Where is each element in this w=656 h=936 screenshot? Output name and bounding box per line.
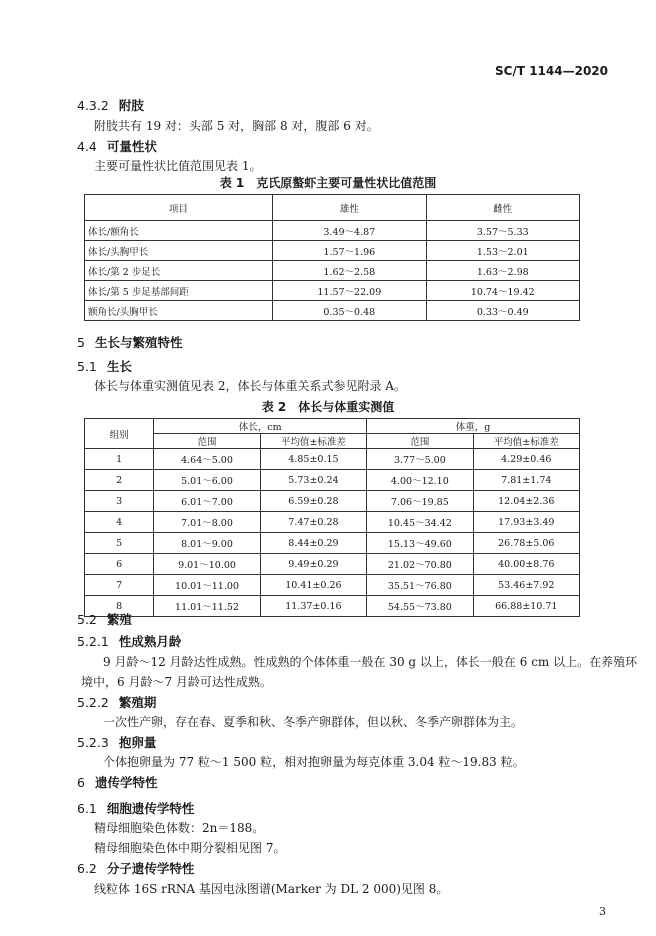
heading-5-1 bbox=[77, 357, 132, 375]
table1-header: 项目 bbox=[85, 195, 273, 221]
page-number: 3 bbox=[599, 905, 606, 918]
table1-cell: 0.35～0.48 bbox=[273, 301, 426, 321]
heading-5-2-1 bbox=[77, 632, 181, 650]
table2-cell: 9.49±0.29 bbox=[260, 554, 366, 575]
table1-cell: 0.33～0.49 bbox=[426, 301, 579, 321]
table2-cell: 66.88±10.71 bbox=[473, 596, 579, 617]
table2-subheader: 范围 bbox=[367, 434, 473, 449]
table2-row bbox=[85, 491, 580, 512]
section-title: 可量性状 bbox=[106, 139, 157, 154]
table1-cell: 1.62～2.58 bbox=[273, 261, 426, 281]
table2-cell: 7.81±1.74 bbox=[473, 470, 579, 491]
table2-cell: 7.47±0.28 bbox=[260, 512, 366, 533]
heading-6 bbox=[77, 773, 157, 791]
table2-cell: 21.02～70.80 bbox=[367, 554, 473, 575]
heading-5-2-3 bbox=[77, 733, 156, 751]
table2-cell: 1 bbox=[85, 449, 154, 470]
table2-cell: 4.85±0.15 bbox=[260, 449, 366, 470]
table2-cell: 35.51～76.80 bbox=[367, 575, 473, 596]
table1-row bbox=[85, 281, 580, 301]
table2-cell: 11.01～11.52 bbox=[154, 596, 260, 617]
paragraph-maturity-line2: 境中，6 月龄～7 月龄可达性成熟。 bbox=[81, 675, 272, 689]
table2-cell: 8 bbox=[85, 596, 154, 617]
table1-cell: 3.57～5.33 bbox=[426, 221, 579, 241]
table2-cell: 6 bbox=[85, 554, 154, 575]
heading-5-2-2 bbox=[77, 693, 156, 711]
table2 bbox=[84, 418, 580, 617]
paragraph-maturity-line1: 9 月龄～12 月龄达性成熟。性成熟的个体体重一般在 30 g 以上，体长一般在 6 cm 以上。在养殖环 bbox=[103, 655, 638, 669]
section-number: 5.1 bbox=[77, 359, 97, 374]
section-title: 生长 bbox=[106, 359, 132, 374]
table2-cell: 54.55～73.80 bbox=[367, 596, 473, 617]
table2-cell: 7 bbox=[85, 575, 154, 596]
section-number: 5.2.3 bbox=[77, 735, 109, 750]
table2-cell: 4 bbox=[85, 512, 154, 533]
table2-cell: 8.01～9.00 bbox=[154, 533, 260, 554]
section-title: 细胞遗传学特性 bbox=[106, 801, 195, 816]
table2-header-row bbox=[85, 419, 580, 434]
section-title: 生长与繁殖特性 bbox=[94, 335, 183, 350]
section-number: 6.1 bbox=[77, 801, 97, 816]
table1-cell: 1.63～2.98 bbox=[426, 261, 579, 281]
heading-4-3-2 bbox=[77, 96, 144, 114]
table2-cell: 5 bbox=[85, 533, 154, 554]
table2-cell: 15.13～49.60 bbox=[367, 533, 473, 554]
section-number: 5.2 bbox=[77, 612, 97, 627]
table1-cell: 额角长/头胸甲长 bbox=[85, 301, 273, 321]
table1-cell: 1.53～2.01 bbox=[426, 241, 579, 261]
standard-number: SC/T 1144—2020 bbox=[495, 64, 608, 78]
section-title: 繁殖 bbox=[106, 612, 132, 627]
table2-cell: 40.00±8.76 bbox=[473, 554, 579, 575]
heading-5 bbox=[77, 333, 182, 351]
paragraph-breeding-season: 一次性产卵，存在春、夏季和秋、冬季产卵群体，但以秋、冬季产卵群体为主。 bbox=[103, 715, 524, 729]
table2-subheader-row bbox=[85, 434, 580, 449]
table2-cell: 17.93±3.49 bbox=[473, 512, 579, 533]
table2-cell: 10.45～34.42 bbox=[367, 512, 473, 533]
paragraph-chromosome-figure: 精母细胞染色体中期分裂相见图 7。 bbox=[94, 841, 286, 855]
table1-row bbox=[85, 261, 580, 281]
paragraph-growth: 体长与体重实测值见表 2，体长与体重关系式参见附录 A。 bbox=[94, 379, 406, 393]
table2-cell: 4.00～12.10 bbox=[367, 470, 473, 491]
table2-header-weight: 体重，g bbox=[367, 419, 580, 434]
section-number: 5 bbox=[77, 335, 85, 350]
table2-subheader: 范围 bbox=[154, 434, 260, 449]
table2-cell: 6.01～7.00 bbox=[154, 491, 260, 512]
section-number: 4.3.2 bbox=[77, 98, 109, 113]
table2-caption: 表 2 体长与体重实测值 bbox=[261, 400, 395, 414]
table1-cell: 1.57～1.96 bbox=[273, 241, 426, 261]
section-title: 繁殖期 bbox=[118, 695, 157, 710]
table1-cell: 体长/头胸甲长 bbox=[85, 241, 273, 261]
table2-cell: 3 bbox=[85, 491, 154, 512]
table2-row bbox=[85, 449, 580, 470]
table1-caption: 表 1 克氏原螯虾主要可量性状比值范围 bbox=[219, 176, 437, 190]
table1-cell: 体长/额角长 bbox=[85, 221, 273, 241]
table2-cell: 53.46±7.92 bbox=[473, 575, 579, 596]
table2-subheader: 平均值±标准差 bbox=[260, 434, 366, 449]
table2-cell: 8.44±0.29 bbox=[260, 533, 366, 554]
table1-header-row bbox=[85, 195, 580, 221]
table1-cell: 10.74～19.42 bbox=[426, 281, 579, 301]
table2-cell: 4.29±0.46 bbox=[473, 449, 579, 470]
table2-row bbox=[85, 596, 580, 617]
table1-cell: 11.57～22.09 bbox=[273, 281, 426, 301]
section-title: 抱卵量 bbox=[118, 735, 157, 750]
table1-row bbox=[85, 241, 580, 261]
table2-cell: 5.73±0.24 bbox=[260, 470, 366, 491]
table2-cell: 10.01～11.00 bbox=[154, 575, 260, 596]
table2-subheader: 平均值±标准差 bbox=[473, 434, 579, 449]
section-title: 附肢 bbox=[118, 98, 144, 113]
heading-6-1 bbox=[77, 799, 194, 817]
section-number: 4.4 bbox=[77, 139, 97, 154]
table1-row bbox=[85, 301, 580, 321]
table2-cell: 2 bbox=[85, 470, 154, 491]
table2-header-group: 组别 bbox=[85, 419, 154, 449]
table1-header: 雄性 bbox=[273, 195, 426, 221]
paragraph-mitochondrial: 线粒体 16S rRNA 基因电泳图谱(Marker 为 DL 2 000)见图 8。 bbox=[94, 882, 449, 896]
table2-cell: 7.01～8.00 bbox=[154, 512, 260, 533]
table2-row bbox=[85, 575, 580, 596]
table1-row bbox=[85, 221, 580, 241]
table2-cell: 7.06～19.85 bbox=[367, 491, 473, 512]
section-number: 5.2.1 bbox=[77, 634, 109, 649]
table2-cell: 6.59±0.28 bbox=[260, 491, 366, 512]
paragraph-appendages: 附肢共有 19 对：头部 5 对，胸部 8 对，腹部 6 对。 bbox=[94, 119, 379, 133]
table2-row bbox=[85, 533, 580, 554]
table2-cell: 12.04±2.36 bbox=[473, 491, 579, 512]
table1-cell: 体长/第 5 步足基部间距 bbox=[85, 281, 273, 301]
paragraph-egg-count: 个体抱卵量为 77 粒～1 500 粒，相对抱卵量为每克体重 3.04 粒～19.83 粒。 bbox=[103, 755, 525, 769]
heading-4-4 bbox=[77, 137, 157, 155]
table2-row bbox=[85, 554, 580, 575]
table2-cell: 4.64～5.00 bbox=[154, 449, 260, 470]
table1-header: 雌性 bbox=[426, 195, 579, 221]
paragraph-measurable-traits: 主要可量性状比值范围见表 1。 bbox=[94, 159, 262, 173]
section-title: 分子遗传学特性 bbox=[106, 861, 195, 876]
table2-cell: 3.77～5.00 bbox=[367, 449, 473, 470]
table1 bbox=[84, 194, 580, 321]
table1-cell: 3.49～4.87 bbox=[273, 221, 426, 241]
section-number: 5.2.2 bbox=[77, 695, 109, 710]
section-number: 6.2 bbox=[77, 861, 97, 876]
table2-cell: 5.01～6.00 bbox=[154, 470, 260, 491]
table2-row bbox=[85, 470, 580, 491]
table2-cell: 11.37±0.16 bbox=[260, 596, 366, 617]
table2-cell: 10.41±0.26 bbox=[260, 575, 366, 596]
table1-cell: 体长/第 2 步足长 bbox=[85, 261, 273, 281]
section-title: 遗传学特性 bbox=[94, 775, 158, 790]
table2-header-length: 体长，cm bbox=[154, 419, 367, 434]
table2-cell: 9.01～10.00 bbox=[154, 554, 260, 575]
heading-6-2 bbox=[77, 859, 194, 877]
section-number: 6 bbox=[77, 775, 85, 790]
table2-row bbox=[85, 512, 580, 533]
paragraph-chromosome-count: 精母细胞染色体数：2n＝188。 bbox=[94, 821, 265, 835]
section-title: 性成熟月龄 bbox=[118, 634, 182, 649]
heading-5-2 bbox=[77, 610, 132, 628]
table2-cell: 26.78±5.06 bbox=[473, 533, 579, 554]
